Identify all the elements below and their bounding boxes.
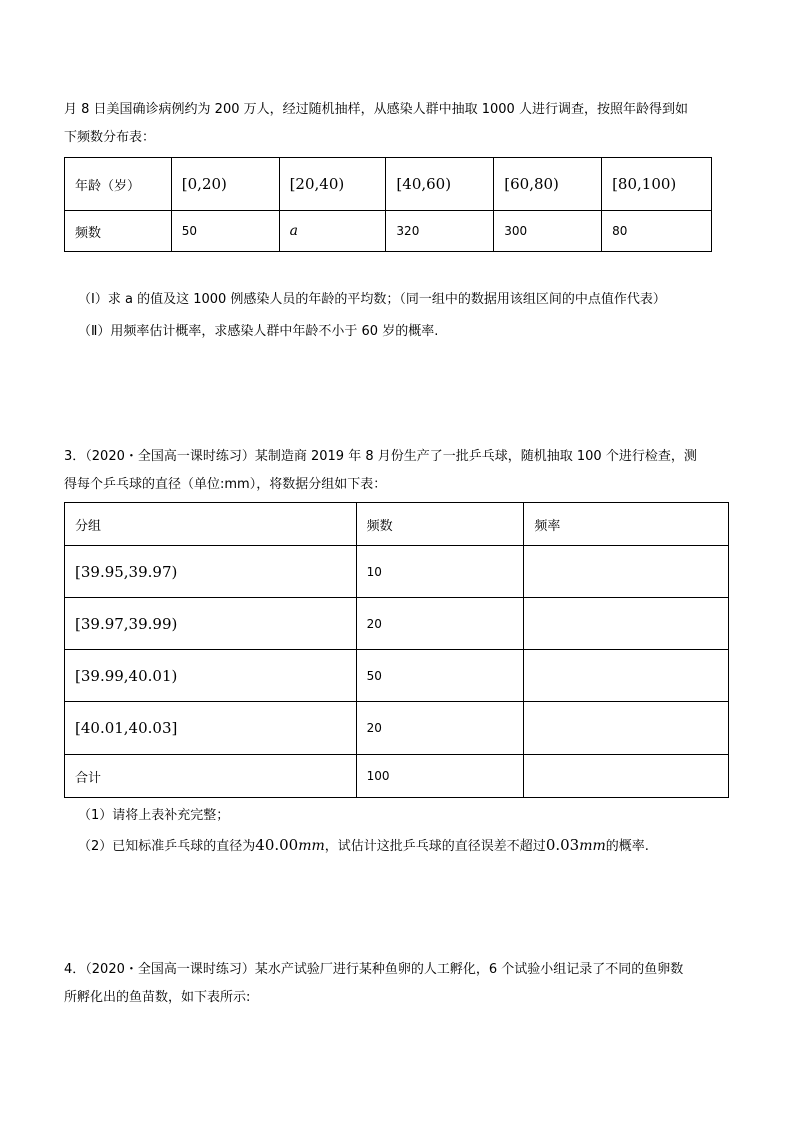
q3-part2-value1: 40.00 [255,836,299,854]
count-cell: 50 [356,650,524,702]
count-cell: 10 [356,546,524,598]
age-interval-cell: [20,40) [279,158,386,211]
diameter-frequency-table [64,502,729,798]
total-rate-cell [524,755,729,798]
frequency-cell: a [279,211,386,252]
table-row [65,598,729,650]
frequency-cell: 320 [386,211,494,252]
age-header-cell: 年龄（岁） [65,158,172,211]
q3-part2-text-b: ，试估计这批乒乓球的直径误差不超过 [324,839,546,854]
age-interval-cell: [80,100) [602,158,712,211]
q2-part2: （Ⅱ）用频率估计概率，求感染人群中年龄不小于 60 岁的概率. [78,324,439,339]
group-cell: [39.95,39.97) [65,546,357,598]
table-row [65,755,729,798]
q3-part2 [78,832,649,860]
count-header-cell: 频数 [356,503,524,546]
group-cell: [39.97,39.99) [65,598,357,650]
group-header-cell: 分组 [65,503,357,546]
q4-intro [64,956,734,1012]
table-row [65,650,729,702]
age-frequency-table [64,157,712,252]
q3-part1: （1）请将上表补充完整； [78,808,230,823]
q3-part2-text-a: （2）已知标准乒乓球的直径为 [78,839,256,854]
table-row [65,546,729,598]
table-row [65,503,729,546]
frequency-cell: 80 [602,211,712,252]
q3-intro [64,443,734,499]
count-cell: 20 [356,598,524,650]
rate-cell [524,598,729,650]
q3-part2-text-c: 的概率. [605,839,649,854]
rate-cell [524,702,729,755]
q3-intro-line2: 得每个乒乓球的直径（单位:mm），将数据分组如下表： [64,477,387,492]
group-cell: [40.01,40.03] [65,702,357,755]
q3-part2-unit1: mm [298,838,325,854]
age-interval-cell: [40,60) [386,158,494,211]
table-row [65,211,712,252]
rate-cell [524,650,729,702]
rate-cell [524,546,729,598]
q2-intro-line2: 下频数分布表： [64,130,156,145]
q4-intro-line1: 4．（2020・全国高一课时练习）某水产试验厂进行某种鱼卵的人工孵化，6 个试验小组记录了不同的鱼卵数 [64,962,684,977]
age-interval-cell: [0,20) [171,158,279,211]
count-cell: 20 [356,702,524,755]
table-row [65,158,712,211]
q3-part2-value2: 0.03 [545,836,580,854]
rate-header-cell: 频率 [524,503,729,546]
total-count-cell: 100 [356,755,524,798]
q4-intro-line2: 所孵化出的鱼苗数，如下表所示: [64,990,251,1005]
age-interval-cell: [60,80) [494,158,602,211]
frequency-cell: 50 [171,211,279,252]
q2-intro-line1: 月 8 日美国确诊病例约为 200 万人，经过随机抽样，从感染人群中抽取 1000 人进行调查，按照年龄得到如 [64,102,688,117]
group-cell: [39.99,40.01) [65,650,357,702]
frequency-header-cell: 频数 [65,211,172,252]
table-row [65,702,729,755]
q3-intro-line1: 3．（2020・全国高一课时练习）某制造商 2019 年 8 月份生产了一批乒乓球，随机抽取 100 个进行检查，测 [64,449,697,464]
q2-intro [64,96,734,152]
q2-part1: （Ⅰ）求 a 的值及这 1000 例感染人员的年龄的平均数；（同一组中的数据用该组区间的中点值作代表） [78,292,666,307]
total-label-cell: 合计 [65,755,357,798]
frequency-cell: 300 [494,211,602,252]
q3-part2-unit2: mm [579,838,606,854]
